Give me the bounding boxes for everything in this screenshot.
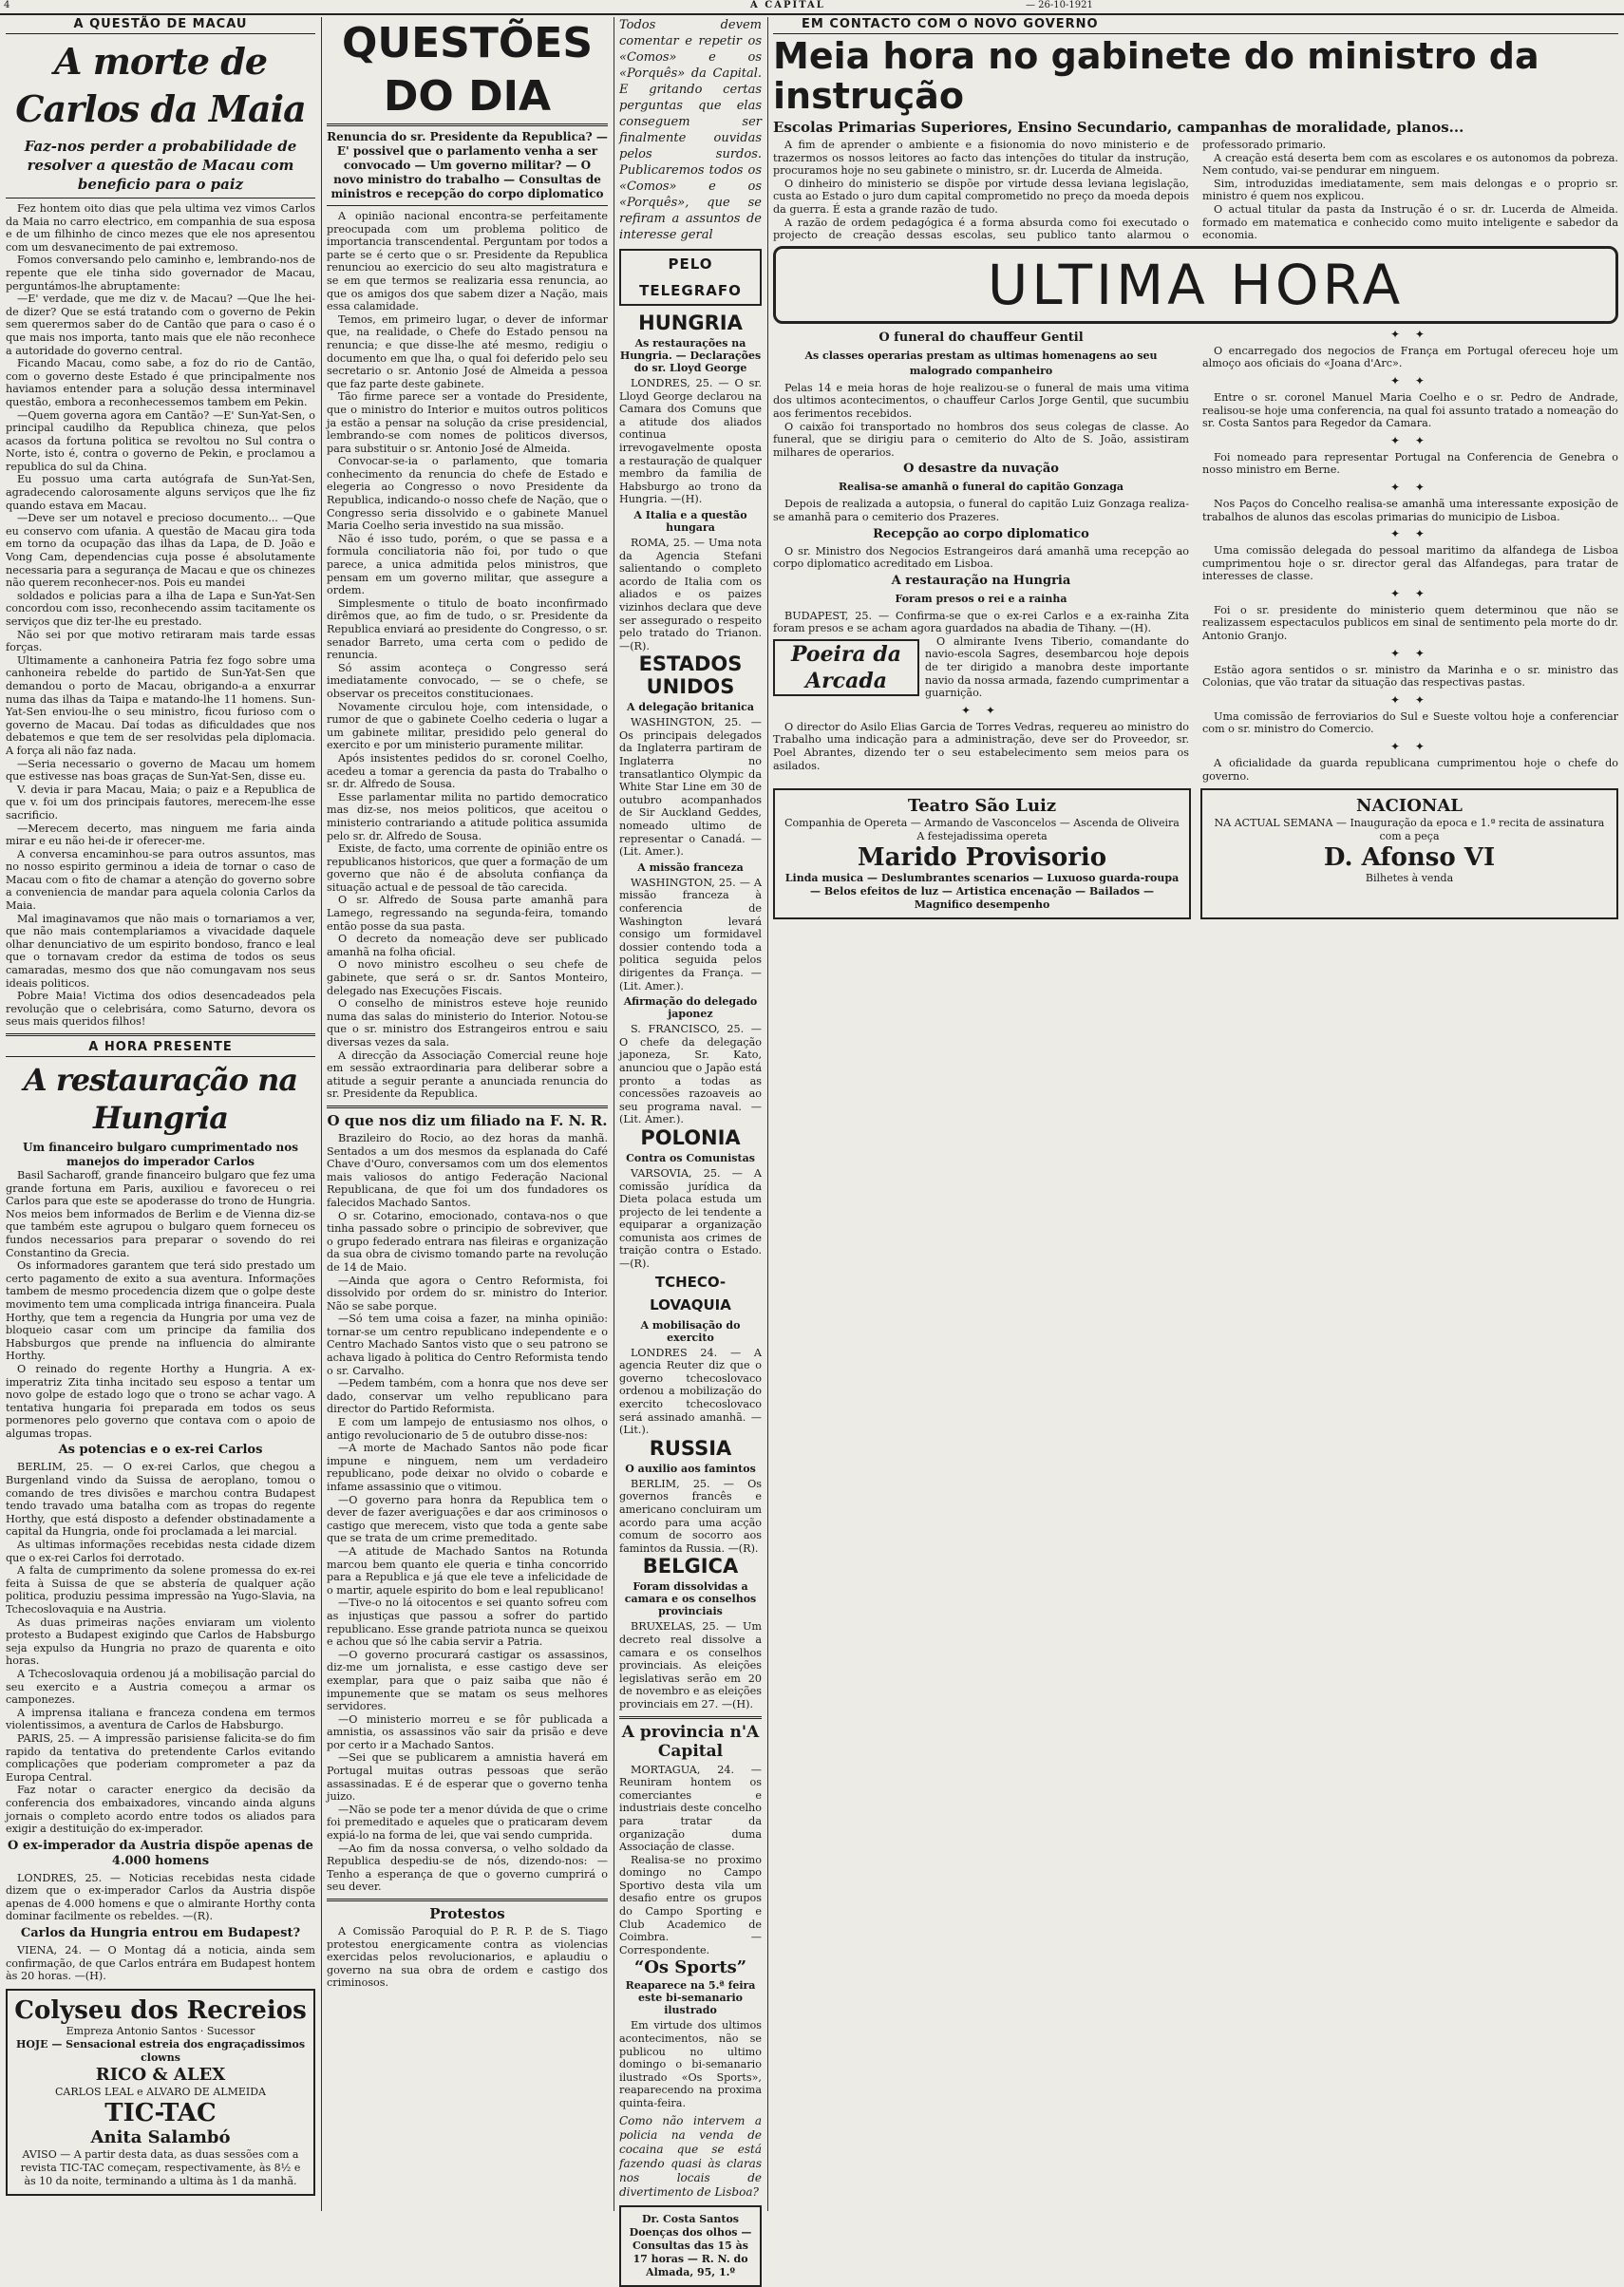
- paragraph: WASHINGTON, 25. — Os principais delegados da Inglaterra partiram de Inglaterra no transatlantico Olympic da White Star Line em 30 de outubro acompanhados de Sir Auckland Geddes, nomeado ultimo de representar o Canadá. —(Lit. Amer.).: [619, 716, 762, 859]
- paragraph: Eu possuo uma carta autógrafa de Sun-Yat-Sen, agradecendo calorosamente alguns serviços que lhe fiz quando estava em Macau.: [6, 473, 315, 512]
- paragraph: Foi o sr. presidente do ministerio quem determinou que não se realizassem espectaculos publicos em sinal de sentimento pela morte do dr. Antonio Granjo.: [1202, 603, 1618, 643]
- paragraph: O conselho de ministros esteve hoje reunido numa das salas do ministerio do Interior. Notou-se que o sr. ministro dos Estrangeiros entrou e saiu diversas vezes da sala.: [327, 997, 608, 1049]
- column-3: [619, 17, 762, 2278]
- paragraph: Fomos conversando pelo caminho e, lembrando-nos de repente que ele tinha sido governador de Macau, perguntámos-lhe abruptamente:: [6, 254, 315, 293]
- paragraph: Pobre Maia! Victima dos odios desencadeados pela revolução que o celebrisára, como Saturno, devora os seus mais queridos filhos!: [6, 990, 315, 1029]
- paragraph: WASHINGTON, 25. — A missão franceza à conferencia de Washington levará consigo um formidavel dossier contendo toda a politica seguida pelos dirigentes da França. —(Lit. Amer.).: [619, 876, 762, 992]
- ad-line: TIC-TAC: [104, 2098, 217, 2127]
- paragraph: Tão firme parece ser a vontade do Presidente, que o ministro do Interior e muitos outros politicos ja estão a pensar na solução da crise presidencial, lembrando-se com nomes de politicos diversos, para substituir o sr. Antonio José de Almeida.: [327, 390, 608, 455]
- subheadline: Escolas Primarias Superiores, Ensino Secundario, campanhas de moralidade, planos...: [773, 119, 1464, 136]
- theatre-ad: [6, 1989, 315, 2196]
- subhead: O que nos diz um filiado na F. N. R.: [327, 1111, 608, 1129]
- paragraph: VIENA, 24. — O Montag dá a noticia, ainda sem confirmação, de que Carlos entrára em Budapest hontem às 20 horas. —(H).: [6, 1944, 315, 1983]
- paragraph: A fim de aprender o ambiente e a fisionomia do novo ministerio e de trazermos os nossos leitores ao facto das intenções do titular da instrução, procuramos hoje no seu gabinete o ministro, sr. dr. Lucerda de Almeida.: [773, 139, 1189, 178]
- paragraph: Estão agora sentidos o sr. ministro da Marinha e o sr. ministro das Colonias, que vão tratar da situação das respectivas pastas.: [1202, 663, 1618, 690]
- paragraph: O director do Asilo Elias Garcia de Torres Vedras, requereu ao ministro do Trabalho uma indicação para a administração, deve ser do Proveedor, sr. Poel Abrantes, dizendo ter o seu estabelecimento sem meios para os asilados.: [773, 720, 1189, 772]
- paragraph: Sim, introduzidas imediatamente, sem mais delongas e o proprio sr. ministro é quem nos explicou.: [1202, 177, 1618, 203]
- paragraph: Só assim aconteça o Congresso será imediatamente convocado, — se o chefe, se observar os preceitos constitucionaes.: [327, 661, 608, 700]
- theatre-ad: [1200, 788, 1618, 919]
- ad-line: CARLOS LEAL e ALVARO DE ALMEIDA: [55, 2085, 266, 2098]
- subhead: O ex-imperador da Austria dispõe apenas de 4.000 homens: [8, 1838, 313, 1868]
- subhead: Realisa-se amanhã o funeral do capitão Gonzaga: [838, 481, 1124, 494]
- subhead: A missão franceza: [637, 860, 744, 874]
- paragraph: O sr. Ministro dos Negocios Estrangeiros dará amanhã uma recepção ao corpo diplomatico acreditado em Lisboa.: [773, 544, 1189, 571]
- country-head: HUNGRIA: [638, 312, 743, 334]
- ad-title: NACIONAL: [1356, 796, 1463, 817]
- paragraph: Após insistentes pedidos do sr. coronel Coelho, acedeu a tomar a gerencia da pasta do Trabalho o sr. dr. Alfredo de Sousa.: [327, 751, 608, 791]
- subhead: Carlos da Hungria entrou em Budapest?: [20, 1926, 301, 1941]
- ultima-hora-banner: ULTIMA HORA: [773, 246, 1618, 324]
- paragraph: A falta de cumprimento da solene promessa do ex-rei feita à Suissa de que se abstería de qualquer ação politica, produziu pessima impressão na Yugo-Slavia, na Tchecoslovaquia e na Austria.: [6, 1564, 315, 1616]
- paragraph: BERLIM, 25. — Os governos francês e americano concluiram um acordo para uma acção comum de socorro aos famintos da Russia. —(R).: [619, 1477, 762, 1555]
- masthead: [0, 0, 1624, 15]
- headline: Meia hora no gabinete do ministro da instrução: [773, 35, 1539, 117]
- paragraph: —Ao fim da nossa conversa, o velho soldado da Republica despediu-se de nós, dizendo-nos: — Tenho a esperança de que o governo cumprirá o seu dever.: [327, 1842, 608, 1894]
- subhead: Contra os Comunistas: [626, 1151, 755, 1164]
- telegrafo-banner: PELO TELEGRAFO: [619, 249, 762, 306]
- paragraph: O dinheiro do ministerio se dispõe por virtude dessa leviana legislação, custa ao Estado o juro dum capital comprometido no preço da moeda depois da guerra. É esta a grande razão de tudo.: [773, 177, 1189, 216]
- paragraph: A Tchecoslovaquia ordenou já a mobilisação parcial do seu exercito e a Austria começou a armar os camponezes.: [6, 1667, 315, 1707]
- paragraph: Esse parlamentar milita no partido democratico mas diz-se, nos meios politicos, que aceitou o ministerio contrariando a atitude politica assumida pelo sr. dr. Alfredo de Sousa.: [327, 790, 608, 842]
- subhead: O auxilio aos famintos: [625, 1462, 756, 1475]
- country-head: ESTADOS UNIDOS: [638, 652, 743, 699]
- deck: Renuncia do sr. Presidente da Republica? — E' possivel que o parlamento venha a ser convocado — Um governo militar? — O novo ministro do trabalho — Consultas de ministros e recepção do corpo diplomatico: [327, 130, 608, 200]
- subhead: A restauração na Hungria: [891, 573, 1071, 588]
- paragraph: A Comissão Paroquial do P. R. P. de S. Tiago protestou energicamente contra as violencias exercidas pelos revolucionarios, e aplaudiu o governo na sua obra de ordem e castigo dos criminosos.: [327, 1925, 608, 1990]
- paragraph: LONDRES, 25. — O sr. Lloyd George declarou na Camara dos Comuns que a atitude dos aliados continua irrevogavelmente oposta a restauração de qualquer membro da familia de Habsburgo ao trono da Hungria. —(H).: [619, 377, 762, 506]
- doctor-ad: Dr. Costa Santos Doenças dos olhos — Consultas das 15 às 17 horas — R. N. do Almada, 95, 1.º: [619, 2205, 762, 2287]
- paragraph: —A atitude de Machado Santos na Rotunda marcou bem quanto ele queria e tinha concorrido para a Republica e já que ele teve a infelicidade de o martir, aquele espirito do bom e leal republicano!: [327, 1544, 608, 1597]
- paragraph: Fez hontem oito dias que pela ultima vez vimos Carlos da Maia no carro electrico, em companhia de sua esposa e de um filhinho de cinco mezes que ele nos apresentou com um desvanecimento de pai extremoso.: [6, 202, 315, 254]
- subheadline: Faz-nos perder a probabilidade de resolver a questão de Macau com beneficio para o paiz: [24, 138, 297, 193]
- paragraph: PARIS, 25. — A impressão parisiense falicita-se do fim rapido da tentativa do pretendente Carlos evitando complicações que poderiam comprometer a paz da Europa Central.: [6, 1731, 315, 1784]
- separator: ✦ ✦: [1390, 740, 1430, 754]
- paragraph: Faz notar o caracter energico da decisão da conferencia dos embaixadores, vincando ainda alguns jornais o completo acordo entre todos os aliados para exigir a destituição do ex-imperador.: [6, 1784, 315, 1836]
- separator: ✦ ✦: [1390, 433, 1430, 447]
- separator: ✦ ✦: [1390, 646, 1430, 660]
- page-number: 4: [4, 0, 10, 10]
- ad-line: A festejadissima opereta: [916, 830, 1048, 843]
- subhead: A delegação britanica: [627, 701, 754, 714]
- subhead: Afirmação do delegado japonez: [623, 995, 758, 1021]
- paragraph: Entre o sr. coronel Manuel Maria Coelho e o sr. Pedro de Andrade, realisou-se hoje uma conferencia, na qual foi assunto tratado a nomeação do sr. Costa Santos para Regedor da Camara.: [1202, 390, 1618, 430]
- country-head: POLONIA: [640, 1125, 741, 1149]
- paragraph: O decreto da nomeação deve ser publicado amanhã na folha oficial.: [327, 933, 608, 958]
- paragraph: —O ministerio morreu e se fôr publicada a amnistia, os assassinos vão sair da prisão e deve por certo ir a Machado Santos.: [327, 1712, 608, 1751]
- paragraph: O novo ministro escolheu o seu chefe de gabinete, que será o sr. dr. Santos Monteiro, delegado nas Execuções Fiscais.: [327, 958, 608, 997]
- paragraph: E com um lampejo de entusiasmo nos olhos, o antigo revolucionario de 5 de outubro disse-nos:: [327, 1416, 608, 1442]
- subhead: Protestos: [429, 1905, 505, 1922]
- paragraph: —O governo procurará castigar os assassinos, diz-me um jornalista, e esse castigo deve ser exemplar, para que o paiz saiba que não é impunemente que se matam os seus melhores servidores.: [327, 1648, 608, 1713]
- masthead-date: — 26-10-1921: [1026, 0, 1093, 10]
- subhead: O desastre da nuvação: [903, 462, 1059, 477]
- paragraph: Brazileiro do Rocio, ao dez horas da manhã. Sentados a um dos mesmos da esplanada do Café Chave d'Ouro, conversamos com um dos elementos mais valiosos do antigo Federação Nacional Republicana, de que foi um dos fundadores os falecidos Machado Santos.: [327, 1131, 608, 1209]
- paragraph: O caixão foi transportado no hombros dos seus colegas de classe. Ao funeral, que se dirigiu para o cemiterio do Alto de S. João, assistiram milhares de operarios.: [773, 420, 1189, 459]
- paragraph: Não é isso tudo, porém, o que se passa e a formula conciliatoria não foi, por tudo o que parece, a unica admitida pelos ministros, que pensam em um governo militar, que assegure a ordem.: [327, 532, 608, 597]
- paragraph: Não sei por que motivo retiraram mais tarde essas forças.: [6, 628, 315, 654]
- paragraph: VARSOVIA, 25. — A comissão jurídica da Dieta polaca estuda um projecto de lei tendente a equiparar a organização comunista aos crimes de traição contra o Estado. —(R).: [619, 1166, 762, 1271]
- country-head: TCHECO-LOVAQUIA: [650, 1273, 731, 1314]
- paragraph: A conversa encaminhou-se para outros assuntos, mas no nosso espirito germinou a ideia de tornar o caso de Macau com o fito de chamar a atenção do governo sobre a conveniencia de mandar para aquela colonia Carlos da Maia.: [6, 847, 315, 913]
- paragraph: Mal imaginavamos que não mais o tornariamos a ver, que não mais contemplariamos a vivacidade daquele olhar denunciativo de um espirito bondoso, franco e leal que o tornavam credor da estima de todos os seus camaradas, mesmo dos que não comungavam nos seus ideais politicos.: [6, 912, 315, 990]
- ad-line: D. Afonso VI: [1323, 843, 1496, 873]
- paragraph: Em virtude dos ultimos acontecimentos, não se publicou no ultimo domingo o bi-semanario ilustrado «Os Sports», reaparecendo na proxima quinta-feira.: [619, 2019, 762, 2109]
- paragraph: —Só tem uma coisa a fazer, na minha opinião: tornar-se um centro republicano independente e o Centro Machado Santos visto que o seu patrono se achava ligado à politica do Centro Reformista tendo o sr. Carvalho.: [327, 1313, 608, 1377]
- ad-line: AVISO — A partir desta data, as duas sessões com a revista TIC-TAC começam, respectivamente, às 8½ e às 10 da noite, terminando a ultima às 1 da manhã.: [20, 2147, 301, 2187]
- paragraph: A razão de ordem pedagógica é a forma absurda como foi executado o projecto de creação dessas escolas, seu publico tanto alarmou o professorado primario.: [773, 139, 1327, 242]
- subhead: Recepção ao corpo diplomatico: [873, 526, 1089, 541]
- paragraph: —A morte de Machado Santos não pode ficar impune e ninguem, nem um verdadeiro republicano, pode deixar no olvido o cobarde e infame assassinio que o vitimou.: [327, 1442, 608, 1493]
- paragraph: —Merecem decerto, mas ninguem me faria ainda mirar e eu não hei-de ir oferecer-me.: [6, 822, 315, 848]
- paragraph: BERLIM, 25. — O ex-rei Carlos, que chegou a Burgenland vindo da Suissa de aeroplano, tomou o comando de tres divisões e marchou contra Budapest tendo travado uma batalha com as tropas do regente Horthy, que está disposto a defender obstinadamente a capital da Hungria, onde foi proclamada a lei marcial.: [6, 1461, 315, 1539]
- separator: ✦ ✦: [1390, 586, 1430, 600]
- column-2: [327, 17, 608, 2211]
- subhead: Foram dissolvidas a camara e os conselhos provinciais: [624, 1580, 757, 1618]
- ad-line: Marido Provisorio: [857, 843, 1107, 873]
- ads-row: [773, 783, 1618, 919]
- paragraph: Temos, em primeiro lugar, o dever de informar que, na realidade, o Chefe do Estado pensou na renuncia; e que disse-lhe até mesmo, redigiu o documento em que lha, o qual foi deferido pelo seu secretario o sr. Antonio José de Almeida a pessoa que faz parte deste gabinete.: [327, 312, 608, 390]
- paragraph: —Não se pode ter a menor dúvida de que o crime foi premeditado e aqueles que o praticaram devem expiá-lo na forma de lei, que vai sendo cumprida.: [327, 1803, 608, 1843]
- headline: “Os Sports”: [633, 1957, 747, 1978]
- paragraph: O sr. Alfredo de Sousa parte amanhã para Lamego, regressando na segunda-feira, tomando então posse da sua pasta.: [327, 894, 608, 933]
- subhead: O funeral do chauffeur Gentil: [878, 330, 1084, 345]
- ad-line: Empreza Antonio Santos · Sucessor: [66, 2024, 255, 2037]
- ad-line: NA ACTUAL SEMANA — Inauguração da epoca e 1.ª recita de assinatura com a peça: [1214, 817, 1605, 843]
- paragraph: Convocar-se-ia o parlamento, que tomaria conhecimento da renuncia do chefe de Estado e elegeria ao Congresso o novo Presidente da Republica, indicando-o nosso chefe de Nação, que o Congresso seria dissolvido e o gabinete Manuel Maria Coelho seria investido na sua missão.: [327, 455, 608, 533]
- paragraph: —Sei que se publicarem a amnistia haverá em Portugal muitas outras pessoas que serão assassinadas. E é de esperar que o governo tenha juizo.: [327, 1751, 608, 1804]
- deck: Um financeiro bulgaro cumprimentado nos manejos do imperador Carlos: [22, 1141, 299, 1168]
- paragraph: Existe, de facto, uma corrente de opinião entre os republicanos historicos, que quer a formação de um governo que não é de absoluta confiança da situação actual e de pessoal de tão carecida.: [327, 842, 608, 894]
- separator: ✦ ✦: [1390, 480, 1430, 494]
- paragraph: V. devia ir para Macau, Maia; o paiz e a Republica de que v. foi um dos principais fautores, merecem-lhe esse sacrificio.: [6, 783, 315, 822]
- headline: A restauração na Hungria: [23, 1062, 298, 1136]
- poeira-da-arcada-logo: Poeira da Arcada: [773, 639, 919, 696]
- section-kicker: A QUESTÃO DE MACAU: [6, 17, 315, 34]
- subhead: Foram presos o rei e a rainha: [895, 592, 1067, 605]
- paragraph: Uma comissão delegada do pessoal maritimo da alfandega de Lisboa cumprimentou hoje o sr. director geral das Alfandegas, para tratar de interesses de classe.: [1202, 544, 1618, 583]
- paragraph: —Deve ser um notavel e precioso documento... —Que eu conservo com ufania. A questão de Macau gira toda em torno da ocupação das ilhas da Lapa, de D. João e Vong Cam, dependencias cuja posse é absolutamente necessaria para a segurança de Macau e que os chinezes não querem reconhecer-nos. Pois eu mandei: [6, 512, 315, 590]
- paragraph: —O governo para honra da Republica tem o dever de fazer averiguações e dar aos criminosos o castigo que merecem, visto que toda a gente sabe que se trata de um crime premeditado.: [327, 1493, 608, 1545]
- paragraph: A oficialidade da guarda republicana cumprimentou hoje o chefe do governo.: [1202, 757, 1618, 783]
- subhead: As potencias e o ex-rei Carlos: [58, 1443, 263, 1458]
- paragraph: Os informadores garantem que terá sido prestado um certo pagamento de exito a sua aventura. Informações tambem de mesmo procedencia dizem que o golpe deste movimento tem uma complicada intriga financeira. Puala Horthy, que tem a regencia da Hungria por uma vez de bloqueio casar com um principe da familia dos Habsburgos que prende na influencia do almirante Horthy.: [6, 1259, 315, 1363]
- paragraph: O reinado do regente Horthy a Hungria. A ex-imperatriz Zita tinha incitado seu esposo a tentar um novo golpe de estado logo que o trono se achar vago. A tentativa hungaria foi preparada em todos os seus pormenores pelo governo que contava com o apoio de algumas tropas.: [6, 1362, 315, 1440]
- paragraph: soldados e policias para a ilha de Lapa e Sun-Yat-Sen concordou com isso, reconhecendo assim tacitamente os serviços que diz ter-lhe eu prestado.: [6, 589, 315, 628]
- masthead-title: A CAPITAL: [750, 0, 825, 10]
- paragraph: LONDRES 24. — A agencia Reuter diz que o governo tchecoslovaco ordenou a mobilização do exercito tchecoslovaco será assinado amanhã. —(Lit.).: [619, 1346, 762, 1437]
- ad-line: Bilhetes à venda: [1365, 872, 1454, 885]
- paragraph: Nos Paços do Concelho realisa-se amanhã uma interessante exposição de trabalhos de alunos das escolas primarias do municipio de Lisboa.: [1202, 497, 1618, 523]
- column-1: [6, 17, 315, 2211]
- paragraph: Simplesmente o titulo de boato inconfirmado dirêmos que, ao fim de tudo, o sr. Presidente da Republica enviará ao presidente do Congresso, o sr. senador Barreto, uma certa com o pedido de renuncia.: [327, 596, 608, 662]
- paragraph: —Seria necessario o governo de Macau um homem que estivesse nas boas graças de Sun-Yat-Sen, disse eu.: [6, 757, 315, 784]
- country-head: BELGICA: [642, 1555, 739, 1578]
- paragraph: A direcção da Associação Comercial reune hoje em sessão extraordinaria para deliberar sobre a atitude a seguir perante a anunciada renuncia do sr. Presidente da Republica.: [327, 1049, 608, 1101]
- paragraph: Basil Sacharoff, grande financeiro bulgaro que fez uma grande fortuna em Paris, auxiliou e favoreceu o rei Carlos para que este se apoderasse do trono de Hungria. Nos meios bem informados de Berlim e de Vienna diz-se que também este agrupou o bulgaro quem forneceu os fundos necessarios para preparar o sovendo do rei Constantino da Grecia.: [6, 1169, 315, 1259]
- headline: A provincia n'A Capital: [621, 1722, 760, 1761]
- separator: ✦ ✦: [1390, 373, 1430, 387]
- subhead: Reaparece na 5.ª feira este bi-semanario ilustrado: [625, 1979, 756, 2017]
- paragraph: —Quem governa agora em Cantão? —E' Sun-Yat-Sen, o principal caudilho da Republica chineza, que pelos acasos da fortuna politica se revoltou no Sul contra o Norte, isto é, contra o governo de Pekin, e proclamou a republica do sul da China.: [6, 408, 315, 473]
- theatre-ad: [773, 788, 1191, 919]
- paragraph: Uma comissão de ferroviarios do Sul e Sueste voltou hoje a conferenciar com o sr. ministro do Comercio.: [1202, 709, 1618, 736]
- paragraph: As duas primeiras nações enviaram um violento protesto a Budapest exigindo que Carlos de Habsburgo seja expulso da Hungria no prazo de quarenta e oito horas.: [6, 1616, 315, 1668]
- subhead: A Italia e a questão hungara: [633, 508, 747, 534]
- paragraph: LONDRES, 25. — Noticias recebidas nesta cidade dizem que o ex-imperador Carlos da Austria dispõe apenas de 4.000 homens e que o almirante Horthy conta dominar facilmente os rebeldes. —(R).: [6, 1871, 315, 1923]
- headline: A morte de Carlos da Maia: [15, 40, 306, 130]
- paragraph: Ultimamente a canhoneira Patria fez fogo sobre uma canhoneira rebelde do partido de Sun-Yat-Sen que demandou o porto de Macau, obrigando-a a enxurrar numa das ilhas da Taipa e matando-lhe 11 homens. Sun-Yat-Sen enviou-lhe o seu ministro, ficou furioso com o governo de Macau. Daí todas as dificuldades que nos debatemos e que tem de ser resolvidas pela diplomacia. A força ali não faz nada.: [6, 653, 315, 757]
- paragraph: —E' verdade, que me diz v. de Macau? —Que lhe hei-de dizer? Que se está tratando com o governo de Pekin sem querermos saber do de Cantão que para o caso é o que mais nos importa, tanto mais que ele não reconhece a autoridade do governo central.: [6, 293, 315, 357]
- paragraph: BUDAPEST, 25. — Confirma-se que o ex-rei Carlos e a ex-rainha Zita foram presos e se acham agora guardados na abadia de Tihany. —(H).: [773, 609, 1189, 635]
- paragraph: A opinião nacional encontra-se perfeitamente preocupada com um problema politico de importancia transcendental. Perguntam por todos a parte se é certo que o sr. Presidente da Republica renunciou ao exercicio do seu alto magistratura e se em que termos se realizaria essa renuncia, ao que os amigos dos que sabem dizer a Nação, mais essa calamidade.: [327, 210, 608, 313]
- paragraph: —Tive-o no lá oitocentos e sei quanto sofreu com as injustiças que passou a sofrer do partido republicano. Esse grande patriota nunca se queixou e achou que só lhe cabia servir a Patria.: [327, 1597, 608, 1649]
- paragraph: ROMA, 25. — Uma nota da Agencia Stefani salientando o completo acordo de Italia com os aliados e os paizes vizinhos declara que deve ser assegurado o respeito pelo tratado do Trianon. —(R).: [619, 536, 762, 652]
- separator: ✦ ✦: [1390, 327, 1430, 341]
- paragraph: MORTAGUA, 24. — Reuniram hontem os comerciantes e industriais deste concelho para tratar da organização duma Associação de classe.: [619, 1763, 762, 1854]
- ad-line: Anita Salambó: [90, 2126, 231, 2147]
- paragraph: Ficando Macau, como sabe, a foz do rio de Cantão, com o governo deste Estado é que principalmente nos haviamos entender para a solução dessa interminavel questão, embora a reconhecessemos tambem em Pekin.: [6, 357, 315, 408]
- ad-line: Linda musica — Deslumbrantes scenarios — Luxuoso guarda-roupa — Belos efeitos de luz — Artistica encenação — Bailados — Magnifico desempenho: [784, 872, 1180, 912]
- paragraph: Pelas 14 e meia horas de hoje realizou-se o funeral de mais uma vitima dos ultimos acontecimentos, o chauffeur Carlos Jorge Gentil, que sucumbiu aos ferimentos recebidos.: [773, 381, 1189, 420]
- headline: QUESTÕES DO DIA: [327, 17, 608, 126]
- paragraph: BRUXELAS, 25. — Um decreto real dissolve a camara e os conselhos provinciais. As eleições legislativas serão em 20 de novembro e as eleições provinciais em 27. —(H).: [619, 1620, 762, 1711]
- paragraph: O encarregado dos negocios de França em Portugal ofereceu hoje um almoço aos oficiais do «Joana d'Arc».: [1202, 344, 1618, 370]
- paragraph: As ultimas informações recebidas nesta cidade dizem que o ex-rei Carlos foi derrotado.: [6, 1539, 315, 1564]
- paragraph: O actual titular da pasta da Instrução é o sr. dr. Lucerda de Almeida. formado em matematica e conhecido como muito inteligente e sabedor da economia.: [1202, 202, 1618, 242]
- subhead: As classes operarias prestam as ultimas homenagens ao seu malogrado companheiro: [804, 349, 1158, 377]
- ad-line: HOJE — Sensacional estreia dos engraçadissimos clowns: [15, 2037, 306, 2064]
- article-body: [773, 139, 1618, 242]
- paragraph: —Pedem também, com a honra que nos deve ser dado, conservar um velho republicano para director do Partido Reformista.: [327, 1377, 608, 1416]
- paragraph: S. FRANCISCO, 25. — O chefe da delegação japoneza, Sr. Kato, anunciou que o Japão está pronto a todas as concessões razoaveis ao seu programa naval. —(Lit. Amer.).: [619, 1023, 762, 1126]
- section-kicker: EM CONTACTO COM O NOVO GOVERNO: [773, 17, 1618, 34]
- paragraph: Novamente circulou hoje, com intensidade, o rumor de que o gabinete Coelho cederia o lugar a um gabinete militar, presidido pelo general do exercito e por um ministerio puramente militar.: [327, 700, 608, 752]
- ad-title: Colyseu dos Recreios: [14, 1995, 307, 2025]
- paragraph: Foi nomeado para representar Portugal na Conferencia de Genebra o nosso ministro em Berne.: [1202, 450, 1618, 477]
- separator: ✦ ✦: [961, 703, 1001, 717]
- paragraph: Depois de realizada a autopsia, o funeral do capitão Luiz Gonzaga realiza-se amanhã para o cemiterio dos Prazeres.: [773, 498, 1189, 523]
- paragraph: O almirante Ivens Tiberio, comandante do navio-escola Sagres, desembarcou hoje depois de ter dirigido a manobra deste importante navio da nossa armada, fazendo cumprimentar a guarnição.: [925, 634, 1189, 700]
- subhead: A mobilisação do exercito: [640, 1318, 741, 1344]
- italic-notice: Como não intervem a policia na venda de cocaina que se está fazendo quasi às claras nos locais de divertimento de Lisboa?: [619, 2113, 762, 2199]
- paragraph: O sr. Cotarino, emocionado, contava-nos o que tinha passado sobre o principio de sobreviver, que o grupo federado entrara nas fileiras e organização da sua obra de civismo tomando parte na revolução de 14 de Maio.: [327, 1209, 608, 1274]
- paragraph: A imprensa italiana e franceza condena em termos violentissimos, a aventura de Carlos de Habsburgo.: [6, 1706, 315, 1732]
- ultima-hora-body: [773, 328, 1618, 783]
- subhead: As restaurações na Hungria. — Declarações do sr. Lloyd George: [619, 337, 762, 374]
- section-kicker: A HORA PRESENTE: [6, 1040, 315, 1057]
- ad-line: RICO & ALEX: [95, 2064, 226, 2085]
- paragraph: Realisa-se no proximo domingo no Campo Sportivo desta vila um desafio entre os grupos do Campo Sporting e Club Academico de Coimbra. —Correspondente.: [619, 1853, 762, 1956]
- separator: ✦ ✦: [1390, 527, 1430, 541]
- ad-title: Teatro São Luiz: [907, 796, 1057, 817]
- column-4: [773, 17, 1618, 2211]
- ad-line: Companhia de Opereta — Armando de Vasconcelos — Ascenda de Oliveira: [784, 817, 1180, 830]
- paragraph: —Ainda que agora o Centro Reformista, foi dissolvido por ordem do sr. ministro do Interior. Não se sabe porque.: [327, 1274, 608, 1313]
- italic-notice: Todos devem comentar e repetir os «Comos» e os «Porquês» da Capital. E gritando certas perguntas que elas conseguem ser finalmente ouvidas pelos surdos. Publicaremos todos os «Comos» e os «Porquês», que se refiram a assuntos de interesse geral: [619, 18, 762, 242]
- separator: ✦ ✦: [1390, 692, 1430, 707]
- country-head: RUSSIA: [649, 1436, 732, 1460]
- paragraph: A creação está deserta bem com as escolares e os autonomos da pobreza. Nem contudo, vai-se pendurar em ninguem.: [1202, 151, 1618, 178]
